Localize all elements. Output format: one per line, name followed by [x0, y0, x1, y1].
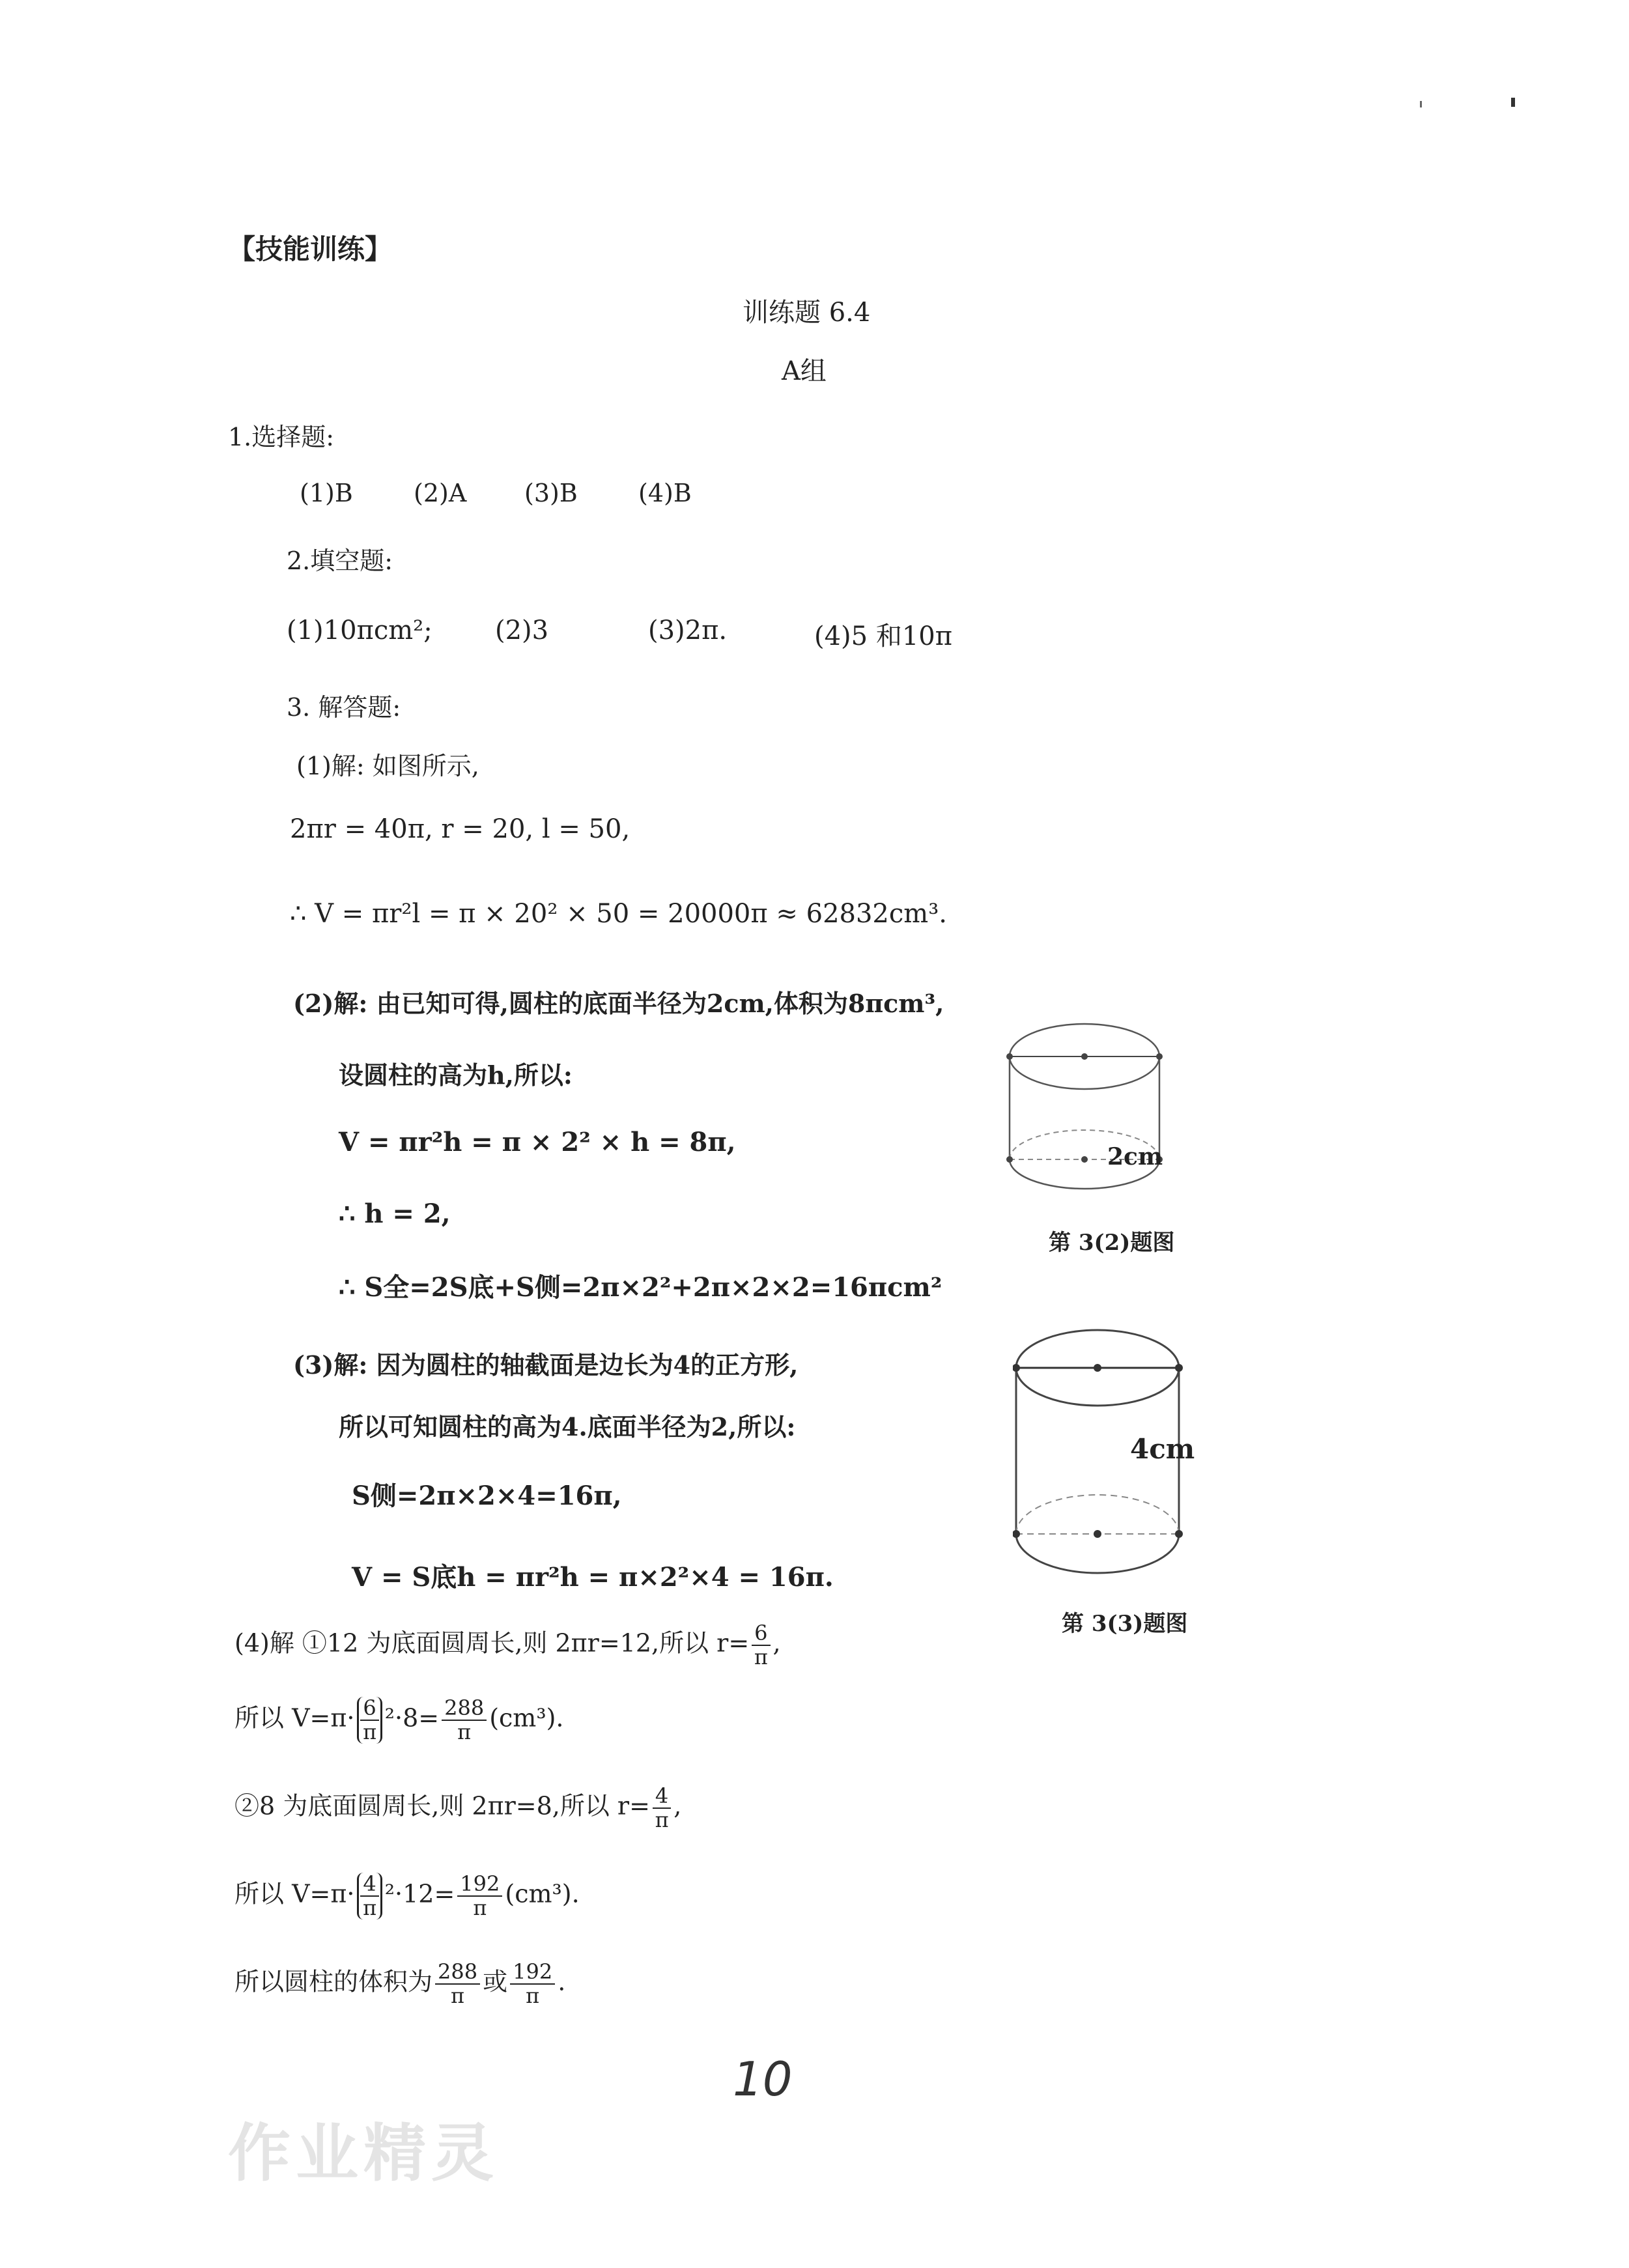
fig2-point-tr [1175, 1364, 1183, 1372]
q3-p4-line1-frac [442, 1697, 487, 1744]
q3-p3-line3: V = S底h = πr²h = π×2²×4 = 16π. [352, 1562, 834, 1593]
q3-p4-frac1-den: π [754, 1645, 768, 1670]
q3-p4-frac2-den: π [655, 1807, 669, 1833]
section-title: 【技能训练】 [228, 233, 393, 265]
q3-p4-line3 [234, 1873, 580, 1920]
q3-p4-line3-mid: ²·12= [384, 1879, 455, 1908]
q3-p4-line4-pre: 所以圆柱的体积为 [234, 1967, 433, 1996]
q2-answer-4: (4)5 和10π [814, 621, 953, 651]
q1-answer-2: (2)A [414, 479, 467, 507]
q3-p4-line1-den: π [457, 1720, 472, 1745]
q3-p1-line2: ∴ V = πr²l = π × 20² × 50 = 20000π ≈ 62832cm³. [290, 899, 947, 929]
group-title: A组 [782, 356, 827, 386]
page-number: 10 [733, 2052, 793, 2106]
fig2-dimension-label: 4cm [1130, 1433, 1195, 1465]
q3-p4-line3-pre: 所以 V=π· [234, 1879, 355, 1908]
q3-p4-line3-den: π [473, 1895, 487, 1921]
fig1-point-tl [1006, 1053, 1013, 1060]
q2-answer-1: (1)10πcm²; [287, 616, 432, 645]
q3-label: 3. 解答题: [287, 693, 401, 722]
q3-p3-line2: S侧=2π×2×4=16π, [352, 1481, 622, 1511]
q3-p4-intro-text: (4)解 ①12 为底面圆周长,则 2πr=12,所以 r= [234, 1628, 750, 1658]
fig2-point-tc [1094, 1364, 1101, 1372]
q3-p4-line4-den1: π [451, 1983, 465, 2009]
q3-p4-line4-mid: 或 [483, 1967, 508, 1996]
q1-answer-4: (4)B [638, 479, 692, 507]
q3-p3-intro: (3)解: 因为圆柱的轴截面是边长为4的正方形, [293, 1350, 799, 1380]
q3-p4-line1-paren-den: π [363, 1720, 377, 1745]
q3-p3-line1: 所以可知圆柱的高为4.底面半径为2,所以: [339, 1412, 796, 1441]
fig1-point-bl [1006, 1156, 1013, 1163]
q3-p4-intro: (4)解 ①12 为底面圆周长,则 2πr=12,所以 r= $\frac{6}{\pi}$ , [234, 1621, 781, 1670]
fig1-point-tc [1081, 1053, 1088, 1060]
q3-p4-line1-unit: (cm³). [489, 1703, 564, 1733]
fig2-point-tl [1013, 1364, 1020, 1372]
fig2-point-br [1175, 1530, 1183, 1538]
q3-p4-frac2 [653, 1785, 671, 1832]
q3-p4-line1 [234, 1697, 563, 1744]
fig2-bottom-hidden-arc [1016, 1495, 1179, 1534]
q3-p2-line2: V = πr²h = π × 2² × h = 8π, [339, 1127, 736, 1157]
fig1-caption: 第 3(2)题图 [1049, 1230, 1175, 1256]
q3-p4-line3-paren-num: 4 [360, 1873, 378, 1897]
exercise-title: 训练题 6.4 [743, 298, 871, 328]
q1-answer-1: (1)B [300, 479, 353, 507]
q3-p4-line3-num: 192 [457, 1873, 502, 1897]
fig1-dimension-label: 2cm [1107, 1143, 1163, 1170]
q3-p4-line3-unit: (cm³). [505, 1879, 580, 1908]
q1-label: 1.选择题: [228, 423, 335, 451]
scan-mark [1511, 98, 1515, 107]
q2-answer-3: (3)2π. [648, 616, 728, 645]
q3-p4-line3-paren-frac [357, 1873, 382, 1920]
q3-p2-line3: ∴ h = 2, [339, 1198, 451, 1229]
q3-p4-line1-num: 288 [442, 1697, 487, 1721]
fig2-point-bc [1094, 1530, 1101, 1538]
q3-p4-line3-paren-den: π [363, 1895, 377, 1921]
q3-p4-line2-text: ②8 为底面圆周长,则 2πr=8,所以 r= [234, 1791, 650, 1821]
fig1-point-tr [1156, 1053, 1163, 1060]
q2-answer-2: (2)3 [495, 616, 549, 645]
cylinder-figure-1 [1003, 1016, 1198, 1198]
watermark: 作业精灵 [228, 2117, 499, 2190]
fig2-bottom-arc [1016, 1534, 1179, 1573]
q3-p1-line1: 2πr = 40π, r = 20, l = 50, [290, 814, 630, 844]
q3-p4-line1-mid: ²·8= [384, 1703, 440, 1733]
q3-p4-line4-end: . [558, 1967, 566, 1996]
q3-p4-frac1-num: 6 [752, 1622, 770, 1646]
q3-p4-line1-paren-num: 6 [360, 1697, 378, 1721]
q3-p4-line4-den2: π [526, 1983, 540, 2009]
q3-p4-frac1 [752, 1622, 770, 1669]
q3-p1-intro: (1)解: 如图所示, [296, 752, 479, 780]
q3-p4-frac2-num: 4 [653, 1785, 671, 1809]
q3-p2-line4: ∴ S全=2S底+S侧=2π×2²+2π×2×2=16πcm² [339, 1272, 942, 1303]
q3-p4-line2: ②8 为底面圆周长,则 2πr=8,所以 r= $\frac{4}{\pi}$ , [234, 1783, 682, 1833]
scan-mark [1420, 101, 1422, 107]
q3-p4-line3-frac [457, 1873, 502, 1920]
q3-p2-line1: 设圆柱的高为h,所以: [339, 1060, 573, 1090]
q3-p4-line1-pre: 所以 V=π· [234, 1703, 355, 1733]
q3-p4-line1-paren-frac [357, 1697, 382, 1744]
q3-p4-line4-frac2 [510, 1961, 555, 2007]
q3-p4-line4-frac1 [435, 1961, 480, 2007]
q1-answer-3: (3)B [524, 479, 578, 507]
fig2-point-bl [1013, 1530, 1020, 1538]
q3-p2-intro: (2)解: 由已知可得,圆柱的底面半径为2cm,体积为8πcm³, [293, 989, 944, 1018]
fig1-point-bc [1081, 1156, 1088, 1163]
q2-label: 2.填空题: [287, 546, 393, 575]
q3-p4-line4-num2: 192 [510, 1961, 555, 1985]
q3-p4-line4-num1: 288 [435, 1961, 480, 1985]
q3-p4-line4 [234, 1961, 565, 2007]
fig2-caption: 第 3(3)题图 [1062, 1611, 1188, 1637]
